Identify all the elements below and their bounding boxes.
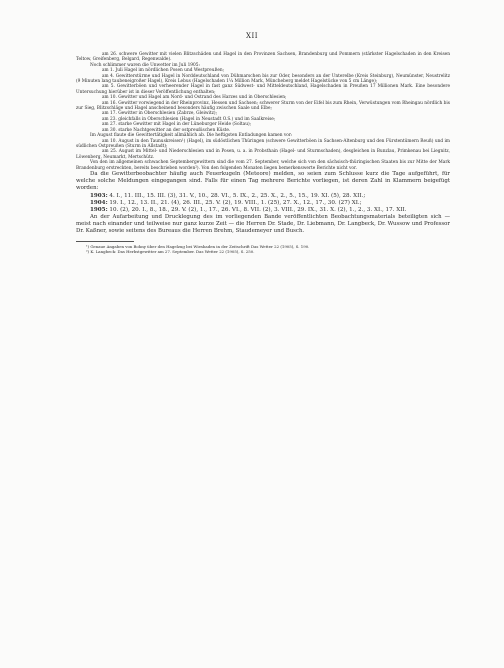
meteor-intro-paragraph: Da die Gewitterbeobachter häufig auch Feuerkugeln (Meteore) melden, so seien zum Schlusse kurz die Tage aufgeführt, für welche solche Meldungen eingegangen sind. Falls für einen Tag mehrere Berichte vorliegen, ist deren Zahl in Klammern beigefügt worden:	[76, 170, 450, 191]
meteor-year-dates: 4. I., 11. III., 15. III. (3), 31. V., 10., 28. VI., 5. IX., 2., 25. X., 2., 5., 15., 19. XI. (5), 28. XII.;	[109, 192, 366, 199]
meteor-year-list	[76, 193, 450, 214]
meteor-year-label: 1905:	[90, 206, 108, 213]
body-paragraph: am 10. August in den Taunuskreisen¹) (Hagel), im südöstlichen Thüringen (schwere Gewitterböen in Sachsen-Altenburg und den Fürstentümern Reuß) und im südlichen Ostpreußen (Sturm in Allstadt);	[76, 138, 450, 149]
document-body	[76, 52, 450, 254]
meteor-year-label: 1903:	[90, 192, 108, 199]
body-paragraph: am 1. Juli Hagel im nördlichen Posen und Westpreußen;	[102, 68, 225, 74]
body-paragraph: Noch schlimmer waren die Unwetter im Juli 1905:	[90, 62, 200, 68]
body-paragraph: am 16. Gewitter vorwiegend in der Rheinprovinz, Hessen und Sachsen; schwerer Sturm von der Eifel bis zum Rhein, Verwüstungen vom Rheingau nördlich bis zur Sieg, Blitzschläge und Hagel anscheinend besonders häufig zwischen Saale und Elbe;	[76, 100, 450, 112]
footnote-divider	[76, 241, 134, 242]
meteor-year-dates: 19. I., 12., 13. II., 21. (4), 26. III., 25. V. (2), 19. VIII., 1. (25), 27. X., 12., 17., 30. (27) XI.;	[109, 199, 362, 206]
body-paragraph: am 26. schwere Gewitter mit vielen Blitzschäden und Hagel in den Provinzen Sachsen, Brandenburg und Pommern (stärkster Hagelschaden in den Kreisen Teltow, Greifenberg, Belgard, Regenwalde).	[76, 52, 450, 63]
body-paragraph: Von den im allgemeinen schwachen Septembergewittern sind die vom 27. September, welche sich von den sächsisch-thüringischen Staaten bis zur Mitte der Mark Brandenburg erstreckten, bereits beschrieben worden²). Von den folgenden Monaten liegen bemerkenswerte Berichte nicht vor.	[76, 160, 450, 171]
page-number: XII	[245, 32, 258, 40]
meteor-year-entry	[76, 207, 450, 214]
body-paragraph: am 5. Gewitterböen und verheerender Hagel in fast ganz Südwest- und Mitteldeutschland, Hagelschaden in Preußen 17 Millionen Mark. Eine besondere Untersuchung hierüber ist in dieser Veröffentlichung enthalten;	[76, 84, 450, 95]
body-paragraph: am 30. starke Nachtgewitter an der ostpreußischen Küste.	[102, 127, 231, 133]
meteor-year-entry	[76, 193, 450, 200]
body-paragraph: am 4. Gewitterstürme und Hagel in Norddeutschland von Dühmarschen bis zur Oder, besonders an der Unterelbe (Kreis Steinburg), Neumünster, Neustrelitz (9 Minuten lang taubeneigroßer Hagel), Kreis Lebus (Hagelschaden 1¼ Million Mark, Müncheberg meldet Hagelstücke von 5 cm Länge);	[76, 73, 450, 85]
footnote: ²) K. Langbeck: Das Herbstgewitter am 27. September. Das Wetter 22 (1905), S. 250.	[86, 248, 255, 254]
meteor-year-entry	[76, 200, 450, 207]
body-paragraph: am 25. August im Mittel- und Niederschlesien und in Posen, u. a. in Probsthain (Hagel- und Sturmschaden), desgleichen in Bunzlau, Primkenau bei Liegnitz, Löwenberg, Neumarkt, Mertschütz.	[76, 149, 450, 160]
footnote: ¹) Genaue Angaben von Bohny über den Hagelzug bei Wiesbaden in der Zeitschrift Das Wetter 22 (1905), S. 190.	[86, 243, 310, 249]
weather-event-paragraphs	[76, 52, 450, 171]
body-paragraph: am 10. Gewitter und Hagel am Nord- und Ostrand des Harzes und in Oberschlesien;	[102, 95, 287, 101]
footnotes	[76, 244, 450, 254]
body-paragraph: am 17. Gewitter in Oberschlesien (Zabrze, Gleiwitz);	[102, 111, 218, 117]
acknowledgement-paragraph: An der Aufarbeitung und Drucklegung des im vorliegenden Bande veröffentlichten Beobachtungsmaterials beteiligten sich — meist nach einander und teilweise nur ganz kurze Zeit — die Herren Dr. Stade, Dr. Liebmann, Dr. Langbeck, Dr. Wussow und Professor Dr. Kaßner, sowie seitens des Bureaus die Herren Brehm, Staudemeyer und Busch.	[76, 213, 450, 234]
meteor-year-label: 1904:	[90, 199, 108, 206]
body-paragraph: Im August flaute die Gewittertätigkeit allmählich ab. Die heftigsten Entladungen kamen vor:	[90, 133, 293, 139]
body-paragraph: am 27. starke Gewitter mit Hagel in der Lüneburger Heide (Soltau);	[102, 122, 252, 128]
meteor-year-dates: 10. (2), 20. I., 8., 18., 29. V. (2), 1., 17., 26. VI., 8. VII. (2), 3. VIII., 29. IX., 31. X. (2), 1., 2., 3. XI., 17. XII.	[109, 206, 407, 213]
body-paragraph: am 23. gleichfalls in Oberschlesien (Hagel in Neustadt O.S.) und im Saalkreise;	[102, 116, 276, 122]
